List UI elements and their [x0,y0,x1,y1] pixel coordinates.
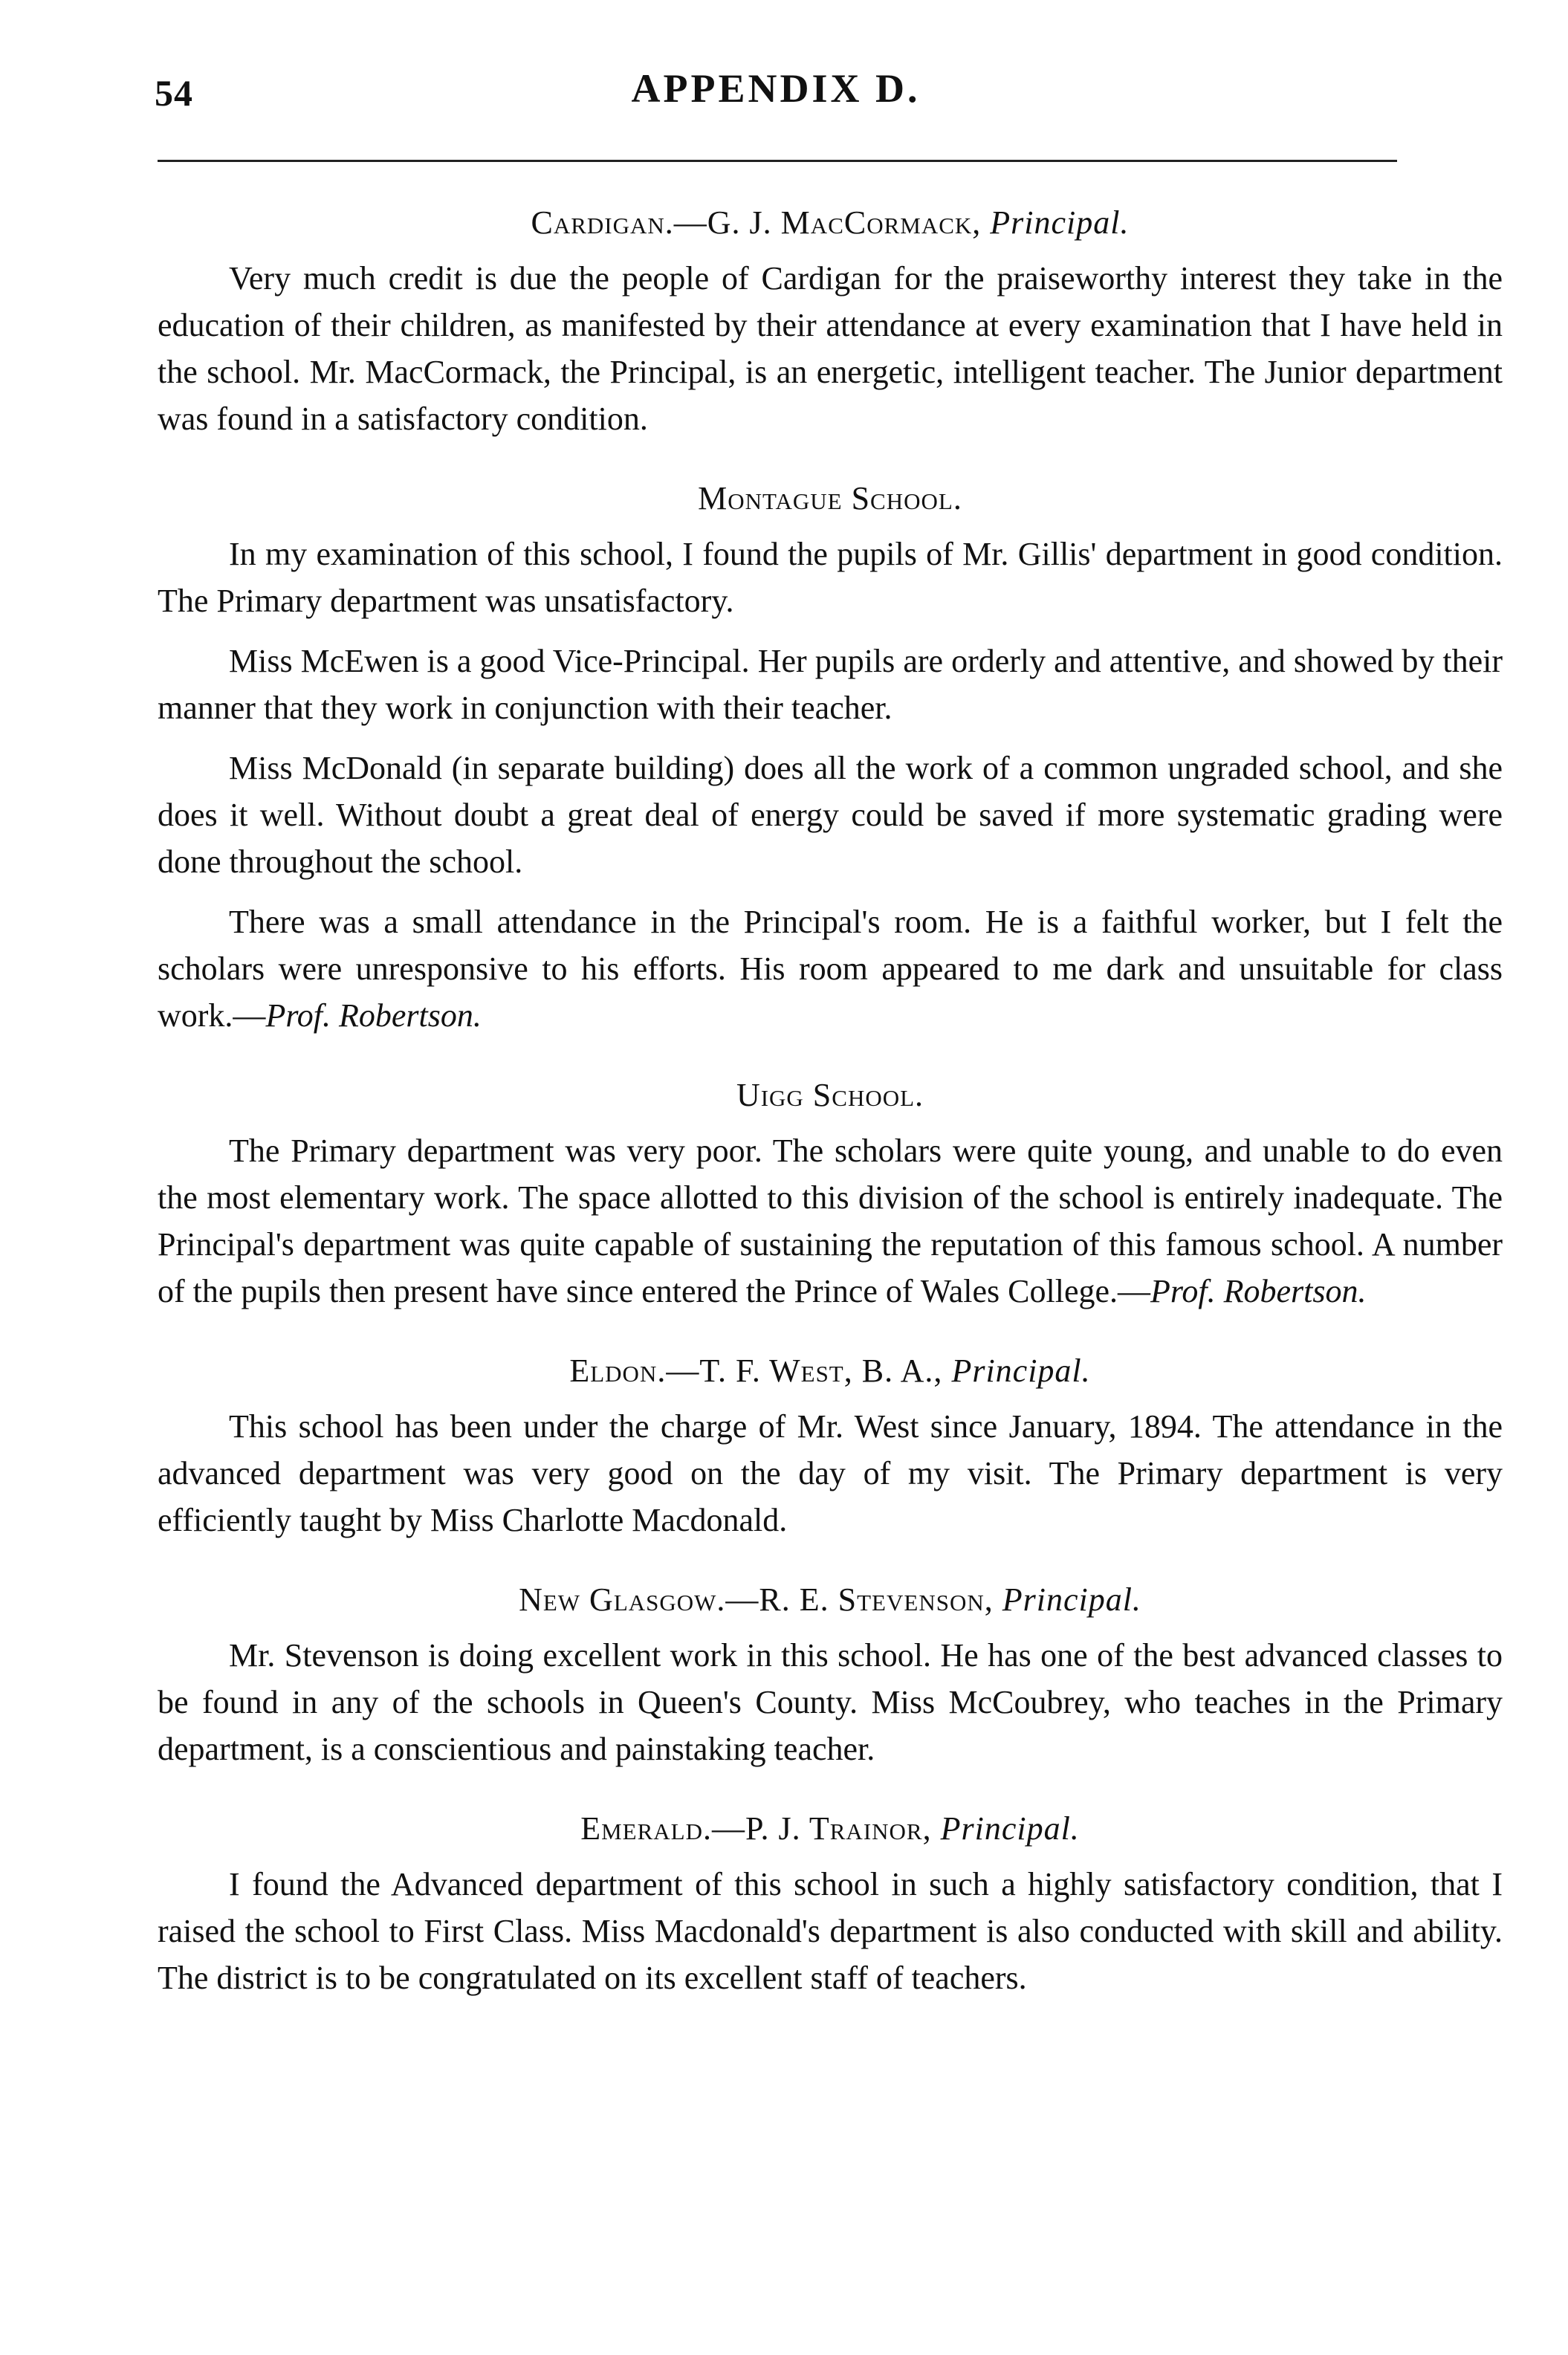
paragraph [158,1127,1503,1315]
heading-school: Montague School. [698,480,962,516]
heading-role: Principal. [1002,1581,1141,1618]
paragraph: This school has been under the charge of Mr. West since January, 1894. The attendance in the advanced department was very good on the day of my visit. The Primary department is very efficiently taught by Miss Charlotte Macdonald. [158,1408,1503,1538]
paragraph: Miss McEwen is a good Vice-Principal. Her pupils are orderly and attentive, and showed by their manner that they work in conjunction with their teacher. [158,643,1503,726]
section-cardigan [158,199,1503,442]
section-uigg [158,1072,1503,1315]
section-heading [158,1347,1503,1394]
section-montague [158,475,1503,1039]
heading-school: Eldon.—T. F. West, B. A., [569,1353,943,1389]
heading-role: Principal. [951,1353,1091,1389]
paragraph: Miss McDonald (in separate building) does all the work of a common ungraded school, and she does it well. Without doubt a great deal of energy could be saved if more systematic grading were done throughout the school. [158,750,1503,880]
section-heading [158,1805,1503,1852]
running-head: APPENDIX D. [631,66,921,111]
section-new-glasgow [158,1576,1503,1772]
section-eldon [158,1347,1503,1543]
paragraph: I found the Advanced department of this school in such a highly satisfactory condition, that I raised the school to First Class. Miss Macdonald's department is also conducted with skill and ability. The district is to be congratulated on its excellent staff of teachers. [158,1866,1503,1996]
heading-school: Cardigan.—G. J. MacCormack, [531,204,982,241]
section-heading [158,199,1503,246]
heading-school: Uigg School. [736,1077,924,1113]
paragraph-text: The Primary department was very poor. The scholars were quite young, and unable to do even the most elementary work. The space allotted to this division of the school is entirely inadequate. The Principal's department was quite capable of sustaining the reputation of this famous school. A number of the pupils then present have since entered the Prince of Wales College.— [158,1133,1503,1309]
heading-school: Emerald.—P. J. Trainor, [580,1810,932,1847]
section-emerald [158,1805,1503,2001]
signature: Prof. Robertson. [265,997,482,1034]
page-content [158,199,1503,2034]
paragraph-text: There was a small attendance in the Principal's room. He is a faithful worker, but I felt the scholars were unresponsive to his efforts. His room appeared to me dark and unsuitable for class work.— [158,904,1503,1034]
page-number: 54 [155,72,193,114]
section-heading [158,475,1503,522]
paragraph [158,898,1503,1039]
header-rule [158,160,1397,162]
heading-role: Principal. [940,1810,1080,1847]
heading-school: New Glasgow.—R. E. Stevenson, [519,1581,994,1618]
paragraph: Mr. Stevenson is doing excellent work in this school. He has one of the best advanced classes to be found in any of the schools in Queen's County. Miss McCoubrey, who teaches in the Primary department, is a conscientious and painstaking teacher. [158,1637,1503,1767]
signature: Prof. Robertson. [1150,1273,1367,1309]
paragraph: In my examination of this school, I found the pupils of Mr. Gillis' department in good condition. The Primary department was unsatisfactory. [158,536,1503,619]
section-heading [158,1072,1503,1118]
heading-role: Principal. [990,204,1130,241]
page-header [155,65,1397,125]
section-heading [158,1576,1503,1623]
paragraph: Very much credit is due the people of Cardigan for the praiseworthy interest they take in the education of their children, as manifested by their attendance at every examination that I have held in the school. Mr. MacCormack, the Principal, is an energetic, intelligent teacher. The Junior department was found in a satisfactory condition. [158,260,1503,437]
